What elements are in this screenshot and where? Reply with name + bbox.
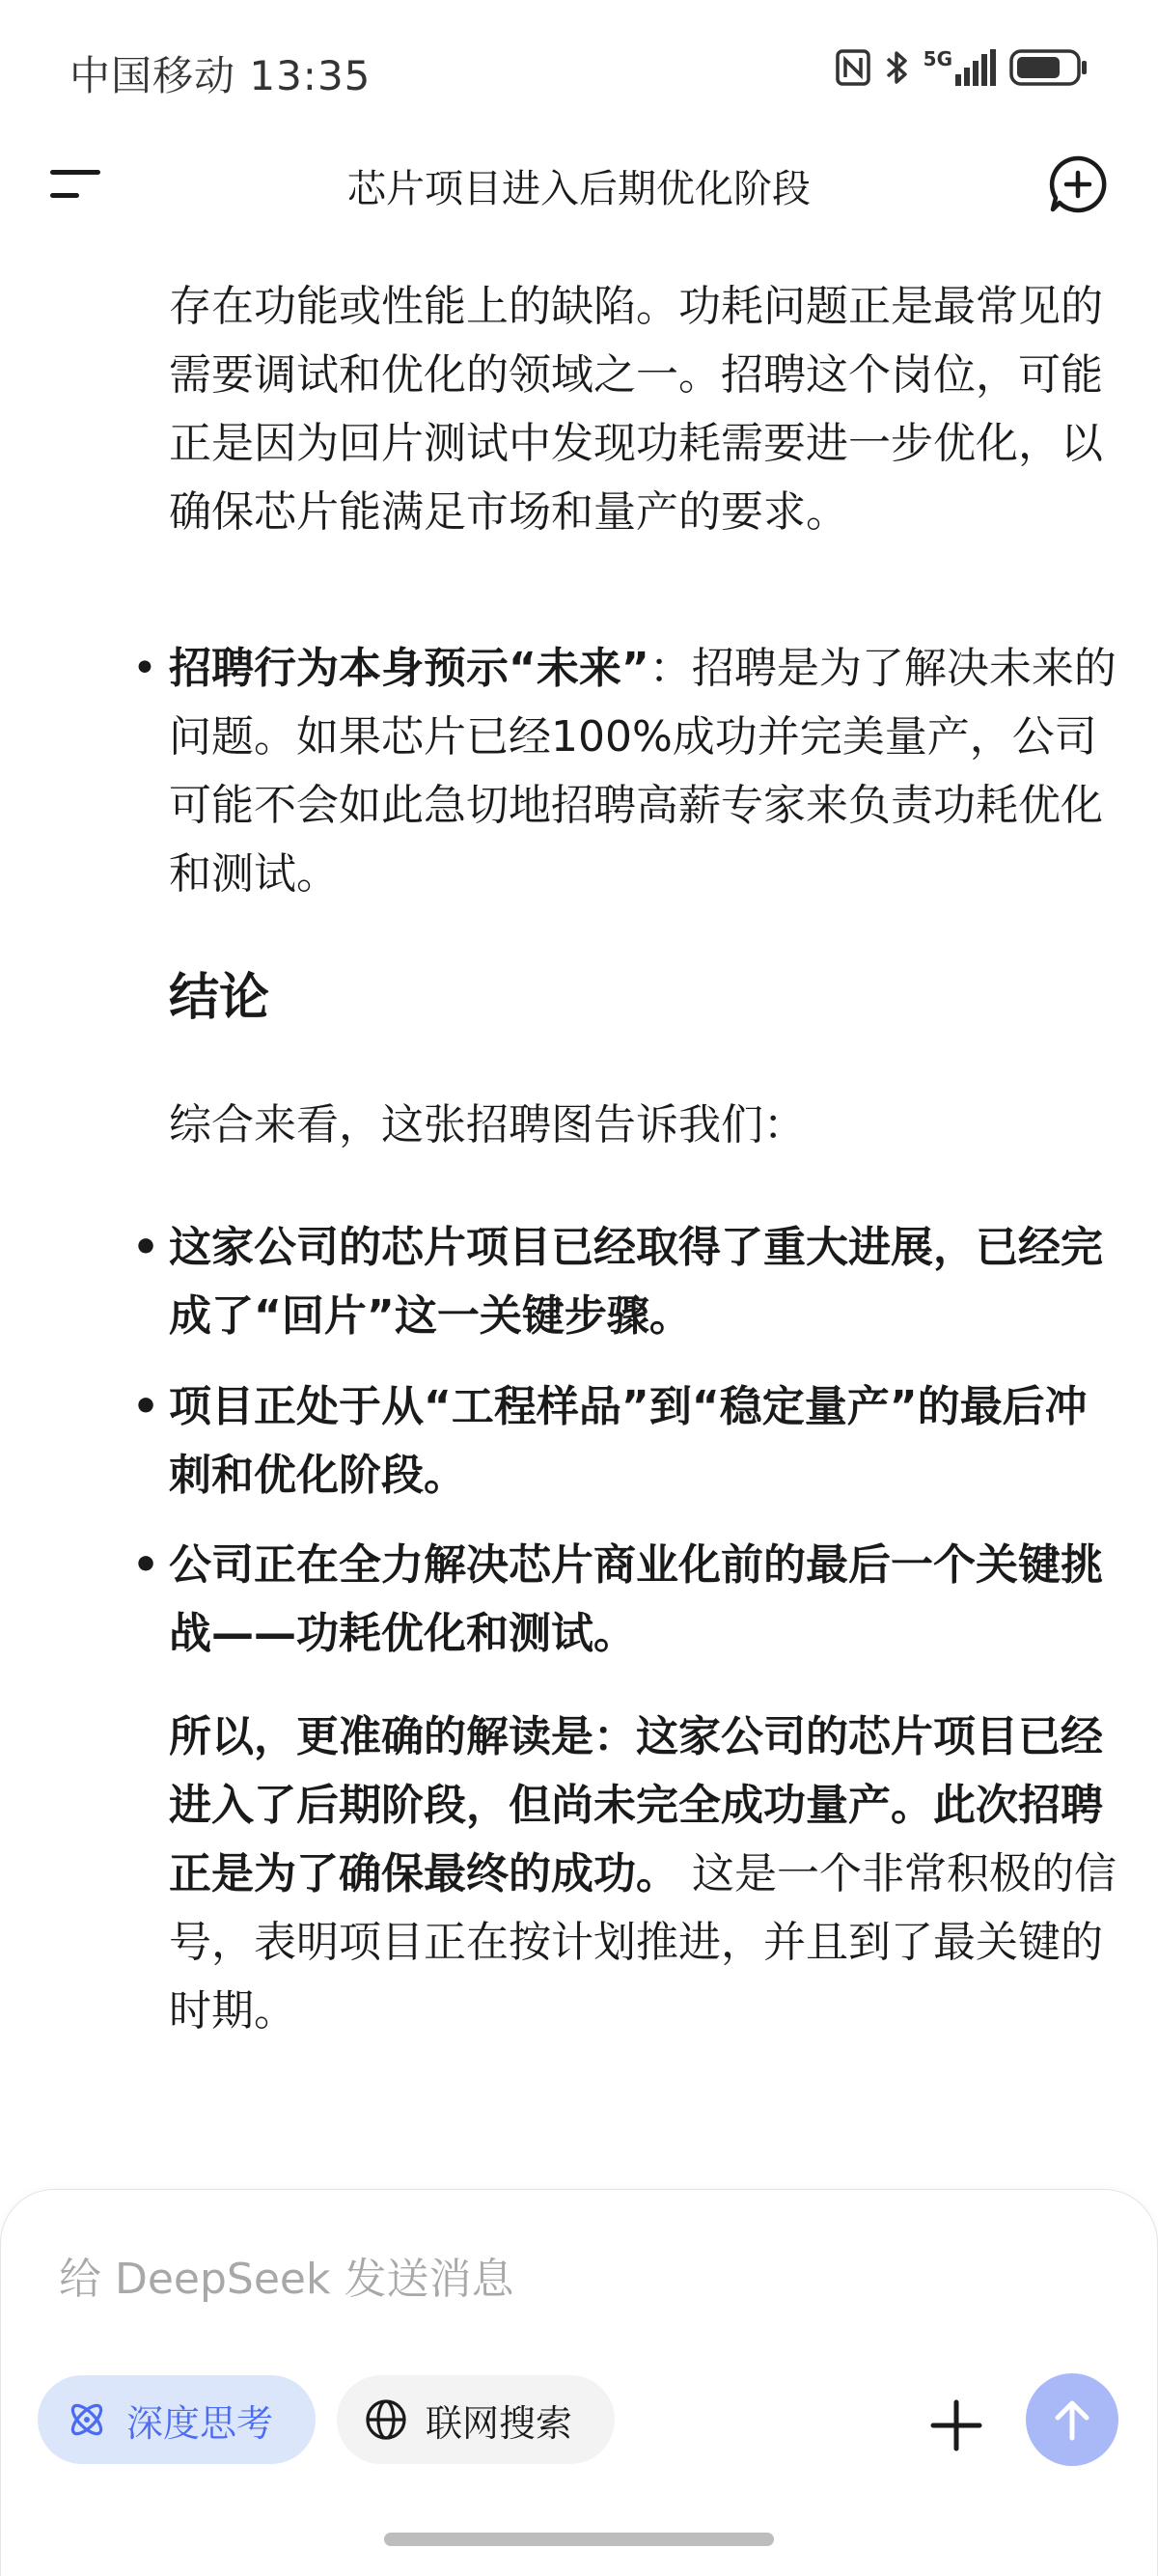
message-composer [0,2189,1158,2576]
nfc-icon [835,48,871,87]
bullet-item: • 招聘行为本身预示“未来”：招聘是为了解决未来的问题。如果芯片已经100%成功并完美量产，公司可能不会如此急切地招聘高薪专家来负责功耗优化和测试。 [132,644,1117,899]
battery-icon [1009,48,1089,87]
bluetooth-icon [885,48,910,87]
section-heading: 结论 [169,969,270,1027]
final-paragraph [169,1703,1119,2045]
status-icons [835,48,1089,87]
conclusion-intro: 综合来看，这张招聘图告诉我们： [169,1100,806,1150]
web-search-toggle[interactable] [337,2375,615,2464]
message-input[interactable] [57,2244,929,2313]
summary-bullet: • 公司正在全力解决芯片商业化前的最后一个关键挑战——功耗优化和测试。 [132,1540,1103,1658]
send-button[interactable] [1026,2373,1118,2466]
bullet-text: ：招聘是为了解决未来的问题。如果芯片已经100%成功并完美量产，公司可能不会如此急切地招聘高薪专家来负责功耗优化和测试。 [169,644,1117,899]
globe-icon [364,2397,408,2442]
web-search-label: 联网搜索 [426,2401,573,2445]
network-label: 5G [923,47,952,70]
page-title: 芯片项目进入后期优化阶段 [347,167,811,211]
new-chat-button[interactable] [1048,154,1108,214]
status-bar [0,0,1158,135]
summary-bullet: • 项目正处于从“工程样品”到“稳定量产”的最后冲刺和优化阶段。 [132,1382,1088,1500]
home-indicator[interactable] [384,2533,774,2546]
signal-icon [955,49,996,86]
carrier-time: 中国移动 13:35 [69,52,372,99]
attach-plus-button[interactable] [927,2396,985,2454]
signal-5g [924,49,996,86]
summary-bullet: • 这家公司的芯片项目已经取得了重大进展，已经完成了“回片”这一关键步骤。 [132,1223,1103,1341]
bullet-continuation: 存在功能或性能上的缺陷。功耗问题正是最常见的需要调试和优化的领域之一。招聘这个岗位，可能正是因为回片测试中发现功耗需要进一步优化，以确保芯片能满足市场和量产的要求。 [169,282,1103,537]
chat-scroll-area[interactable] [0,145,1158,2181]
final-bold: 所以，更准确的解读是：这家公司的芯片项目已经进入了后期阶段，但尚未完全成功量产。此次招聘正是为了确保最终的成功。 [169,1712,1103,1898]
final-text: 这是一个非常积极的信号，表明项目正在按计划推进，并且到了最关键的时期。 [169,1849,1117,2036]
atom-icon [65,2397,109,2442]
deep-think-toggle[interactable] [38,2375,316,2464]
deep-think-label: 深度思考 [126,2401,274,2445]
chat-header [0,135,1158,232]
arrow-up-icon [1048,2396,1096,2444]
bullet-bold-lead: 招聘行为本身预示“未来” [169,644,649,693]
